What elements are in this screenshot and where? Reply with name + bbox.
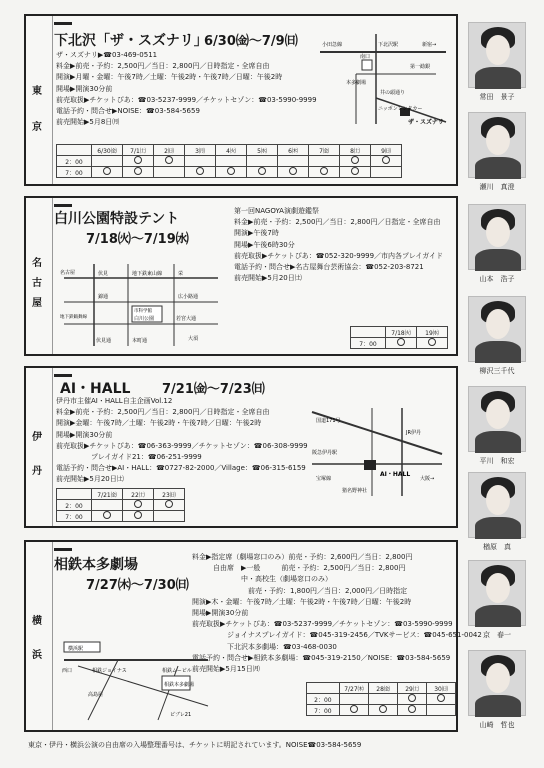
schedule-cell <box>417 338 448 349</box>
performance-mark <box>437 694 445 702</box>
map-label: ビブレ21 <box>170 712 192 718</box>
schedule-header-row <box>57 489 185 500</box>
map-label: 国道171号 <box>316 418 341 424</box>
pref-char: 屋 <box>32 298 42 309</box>
cast-photo <box>468 472 526 538</box>
schedule-corner <box>351 327 386 338</box>
schedule-cell <box>371 167 402 178</box>
performance-mark <box>134 156 142 164</box>
cast-name: 山崎 哲也 <box>479 721 515 729</box>
cast-name: 柳沢三千代 <box>479 367 515 375</box>
map-label: ザ・スズナリ <box>408 119 444 126</box>
schedule-cell <box>340 167 371 178</box>
map-label: 若宮大通 <box>176 316 197 322</box>
schedule-cell <box>154 167 185 178</box>
pref-char: 名 <box>32 258 42 269</box>
schedule-time: 2：00 <box>307 694 340 705</box>
schedule-cell <box>123 156 154 167</box>
schedule-date: 6/30㈮ <box>92 145 123 156</box>
schedule-cell <box>339 705 368 716</box>
schedule-cell <box>386 338 417 349</box>
schedule-cell <box>92 167 123 178</box>
schedule-cell <box>369 705 398 716</box>
schedule-cell <box>154 156 185 167</box>
schedule-time: 7：00 <box>57 511 92 522</box>
schedule-header-row <box>307 683 456 694</box>
performance-mark <box>351 167 359 175</box>
map-label: 地下鉄鶴舞線 <box>60 315 87 320</box>
schedule-cell <box>123 167 154 178</box>
map-label: 栄 <box>178 271 184 277</box>
map-label: 西口 <box>62 668 73 674</box>
schedule-table <box>306 682 456 716</box>
title-bar <box>54 22 72 25</box>
schedule-time: 2：00 <box>57 156 92 167</box>
schedule-cell <box>247 167 278 178</box>
performance-mark <box>428 338 436 346</box>
cast-photo <box>468 296 526 362</box>
pref-char: 浜 <box>32 650 42 661</box>
cast-name: 楢原 真 <box>483 543 511 551</box>
access-map <box>58 258 228 350</box>
schedule-row <box>307 694 456 705</box>
pref-char: 丹 <box>32 466 42 477</box>
venue-dates: 7/18㈫〜7/19㈬ <box>86 232 189 247</box>
performance-mark <box>227 167 235 175</box>
map-label: 広小路通 <box>178 294 199 300</box>
title-bar <box>54 374 72 377</box>
performance-mark <box>382 156 390 164</box>
schedule-date: 19㈬ <box>417 327 448 338</box>
venue-info: ザ・スズナリ▶☎03-469-0511 料金▶前売・予約：2,500円／当日：2,800円／日時指定・全席自由 開演▶月曜・金曜：午後7時／土曜：午後2時・午後7時／日曜：午後2時 開場▶開演30分前 前売取扱▶チケットぴあ：☎03-5237-9999／チケットセゾン：☎03-5990-9999 電話予約・問合せ▶NOISE：☎03-584-5659 前売開始▶5月8日㈪ <box>56 51 317 127</box>
map-label: AI・HALL <box>380 471 411 478</box>
venue-title: 下北沢「ザ・スズナリ」 <box>54 33 208 49</box>
cast-photo <box>468 650 526 716</box>
title-bar <box>54 548 72 551</box>
prefecture-label <box>26 368 53 526</box>
map-label: 阪急伊丹駅 <box>312 450 338 456</box>
access-map <box>58 636 218 724</box>
schedule-row <box>57 156 402 167</box>
schedule-cell <box>371 156 402 167</box>
map-label: 第一勧銀 <box>410 64 431 70</box>
map-label: ニッポンレンタカー <box>378 106 423 112</box>
schedule-date: 7/21㈮ <box>92 489 123 500</box>
schedule-cell <box>216 156 247 167</box>
performance-mark <box>103 167 111 175</box>
map-label: 本町通 <box>132 338 148 344</box>
pref-char: 京 <box>32 122 42 133</box>
map-label: 井の頭通り <box>380 90 406 96</box>
map-label: 宝塚線 <box>316 476 332 482</box>
venue-info: 伊丹市主催AI・HALL自主企画Vol.12 料金▶前売・予約：2,500円／当日：2,800円／日時指定・全席自由 開演▶金曜：午後7時／土曜：午後2時・午後7時／日曜：午後2時 開場▶開演30分前 前売取扱▶チケットぴあ：☎06-363-9999／チケットセゾン：☎06-308-9999 プレイガイド21：☎06-251-9999 電話予約・問合せ▶AI・HALL：☎0727-82-2000／Village：☎06-315-6159 前売開始▶5月20日㈯ <box>56 397 308 484</box>
schedule-cell <box>247 156 278 167</box>
schedule-date: 4㈫ <box>216 145 247 156</box>
map-label: 新宿→ <box>422 42 437 48</box>
schedule-corner <box>57 489 92 500</box>
prefecture-label <box>26 542 53 730</box>
section-tokyo <box>24 14 458 186</box>
schedule-date: 23㈰ <box>154 489 185 500</box>
performance-mark <box>165 500 173 508</box>
performance-mark <box>258 167 266 175</box>
map-label: 錦通 <box>98 294 109 300</box>
pref-char: 伊 <box>32 432 42 443</box>
map-label: 白川公園 <box>134 316 155 322</box>
schedule-time: 7：00 <box>307 705 340 716</box>
schedule-header-row <box>57 145 402 156</box>
map-label: 小田急線 <box>322 42 343 48</box>
venue-info: 第一回NAGOYA演劇遊鑑祭 料金▶前売・予約：2,500円／当日：2,800円／日指定・全席自由 開演▶午後7時 開場▶午後6時30分 前売取扱▶チケットぴあ：☎052-320-9999／市内各プレイガイド 電話予約・問合せ▶名古屋舞台芸術協会：☎052-203-8721 前売開始▶5月20日㈯ <box>234 207 444 283</box>
schedule-row <box>57 167 402 178</box>
schedule-date: 29㈯ <box>398 683 427 694</box>
schedule-cell <box>309 167 340 178</box>
schedule-cell <box>92 511 123 522</box>
schedule-row <box>307 705 456 716</box>
schedule-row <box>57 511 185 522</box>
schedule-cell <box>216 167 247 178</box>
section-nagoya <box>24 196 458 356</box>
schedule-cell <box>339 694 368 705</box>
map-label: 相鉄ジョイナス <box>92 668 127 674</box>
cast-photo <box>468 560 526 626</box>
schedule-date: 7/27㈭ <box>339 683 368 694</box>
schedule-table <box>56 144 402 178</box>
schedule-table <box>350 326 448 349</box>
performance-mark <box>134 511 142 519</box>
schedule-cell <box>92 500 123 511</box>
schedule-date: 7㈮ <box>309 145 340 156</box>
cast-photo <box>468 112 526 178</box>
schedule-date: 22㈯ <box>123 489 154 500</box>
schedule-date: 9㈰ <box>371 145 402 156</box>
cast-name: 山本 浩子 <box>479 275 515 283</box>
schedule-cell <box>123 511 154 522</box>
map-label: 相鉄ムービル <box>162 668 192 674</box>
schedule-cell <box>398 694 427 705</box>
cast-name: 常田 景子 <box>479 93 515 101</box>
prefecture-label <box>26 16 53 184</box>
performance-mark <box>379 705 387 713</box>
map-label: 大須 <box>188 336 199 342</box>
cast-name: 瀬川 真澄 <box>479 183 515 191</box>
performance-mark <box>289 167 297 175</box>
performance-mark <box>408 705 416 713</box>
venue-dates: 6/30㈮〜7/9㈰ <box>204 34 298 49</box>
schedule-date: 30㈰ <box>427 683 456 694</box>
schedule-date: 28㈮ <box>369 683 398 694</box>
performance-mark <box>408 694 416 702</box>
schedule-time: 7：00 <box>351 338 386 349</box>
title-bar <box>54 204 72 207</box>
performance-mark <box>196 167 204 175</box>
schedule-corner <box>57 145 92 156</box>
cast-photo <box>468 204 526 270</box>
cast-name: 京 春一 <box>483 631 511 639</box>
venue-title: AI・HALL <box>60 381 131 397</box>
venue-info: 料金▶指定席（劇場窓口のみ）前売・予約：2,600円／当日：2,800円 自由席 ▶一般 前売・予約：2,500円／当日：2,800円 中・高校生（劇場窓口のみ） 前売・予約：1,800円／当日：2,000円／日時指定 開演▶木・金曜：午後7時／土曜：午後2時・午後7時／日曜：午後2時 開場▶開演30分前 前売取扱▶チケットぴあ：☎03-5237-9999／チケットセゾン：☎03-5990-9999 ジョイナスプレイガイド：☎045-319-2456／TVKサービス：☎045-651-0042 下北沢本多劇場：☎03-468-0030 電話予約・問合せ▶相鉄本多劇場：☎045-319-2150／NOISE：☎03-584-5659 前売開始▶5月15日㈪ <box>192 553 482 674</box>
map-label: 大阪→ <box>420 476 435 482</box>
schedule-time: 2：00 <box>57 500 92 511</box>
map-label: 本多劇場 <box>346 80 367 86</box>
map-label: 下北沢駅 <box>378 42 399 48</box>
schedule-cell <box>369 694 398 705</box>
schedule-cell <box>154 500 185 511</box>
performance-mark <box>397 338 405 346</box>
schedule-cell <box>278 167 309 178</box>
access-map <box>302 404 452 500</box>
schedule-cell <box>309 156 340 167</box>
cast-photo <box>468 22 526 88</box>
map-label: 猪名野神社 <box>342 488 368 494</box>
schedule-cell <box>278 156 309 167</box>
map-label: 高島屋 <box>88 692 104 698</box>
venue-title: 相鉄本多劇場 <box>54 557 138 573</box>
cast-photo <box>468 386 526 452</box>
performance-mark <box>351 156 359 164</box>
schedule-date: 7/1㈯ <box>123 145 154 156</box>
map-label: 地下鉄東山線 <box>132 271 163 277</box>
section-itami <box>24 366 458 528</box>
schedule-date: 5㈬ <box>247 145 278 156</box>
map-label: 相鉄本多劇場 <box>164 682 195 688</box>
schedule-corner <box>307 683 340 694</box>
venue-title: 白川公園特設テント <box>54 211 180 227</box>
performance-mark <box>134 500 142 508</box>
map-label: 名古屋 <box>60 270 76 276</box>
schedule-header-row <box>351 327 448 338</box>
prefecture-label <box>26 198 53 354</box>
access-map <box>316 24 450 128</box>
cast-name: 平川 和宏 <box>479 457 515 465</box>
venue-dates: 7/21㈮〜7/23㈰ <box>162 382 265 397</box>
schedule-date: 6㈭ <box>278 145 309 156</box>
schedule-row <box>57 500 185 511</box>
performance-mark <box>165 156 173 164</box>
map-label: 伏見通 <box>96 338 112 344</box>
schedule-cell <box>185 167 216 178</box>
performance-mark <box>134 167 142 175</box>
schedule-cell <box>340 156 371 167</box>
schedule-cell <box>427 705 456 716</box>
schedule-table <box>56 488 185 522</box>
map-label: JR伊丹 <box>406 430 421 436</box>
pref-char: 横 <box>32 616 42 627</box>
schedule-cell <box>185 156 216 167</box>
schedule-date: 8㈯ <box>340 145 371 156</box>
schedule-row <box>351 338 448 349</box>
section-yokohama <box>24 540 482 732</box>
map-label: 南口 <box>360 54 371 60</box>
map-label: 伏見 <box>98 271 109 277</box>
pref-char: 古 <box>32 278 42 289</box>
performance-mark <box>350 705 358 713</box>
map-label: 横浜駅 <box>68 646 84 652</box>
schedule-date: 7/18㈫ <box>386 327 417 338</box>
schedule-cell <box>427 694 456 705</box>
schedule-date: 3㈪ <box>185 145 216 156</box>
venue-dates: 7/27㈭〜7/30㈰ <box>86 578 189 593</box>
schedule-cell <box>398 705 427 716</box>
performance-mark <box>320 167 328 175</box>
schedule-date: 2㈰ <box>154 145 185 156</box>
footer-note: 東京・伊丹・横浜公演の自由席の入場整理番号は、チケットに明記されています。NOISE☎03-584-5659 <box>28 741 362 749</box>
performance-mark <box>103 511 111 519</box>
schedule-cell <box>154 511 185 522</box>
schedule-time: 7：00 <box>57 167 92 178</box>
map-label: 市科学館 <box>134 309 152 314</box>
schedule-cell <box>92 156 123 167</box>
schedule-cell <box>123 500 154 511</box>
pref-char: 東 <box>32 86 42 97</box>
